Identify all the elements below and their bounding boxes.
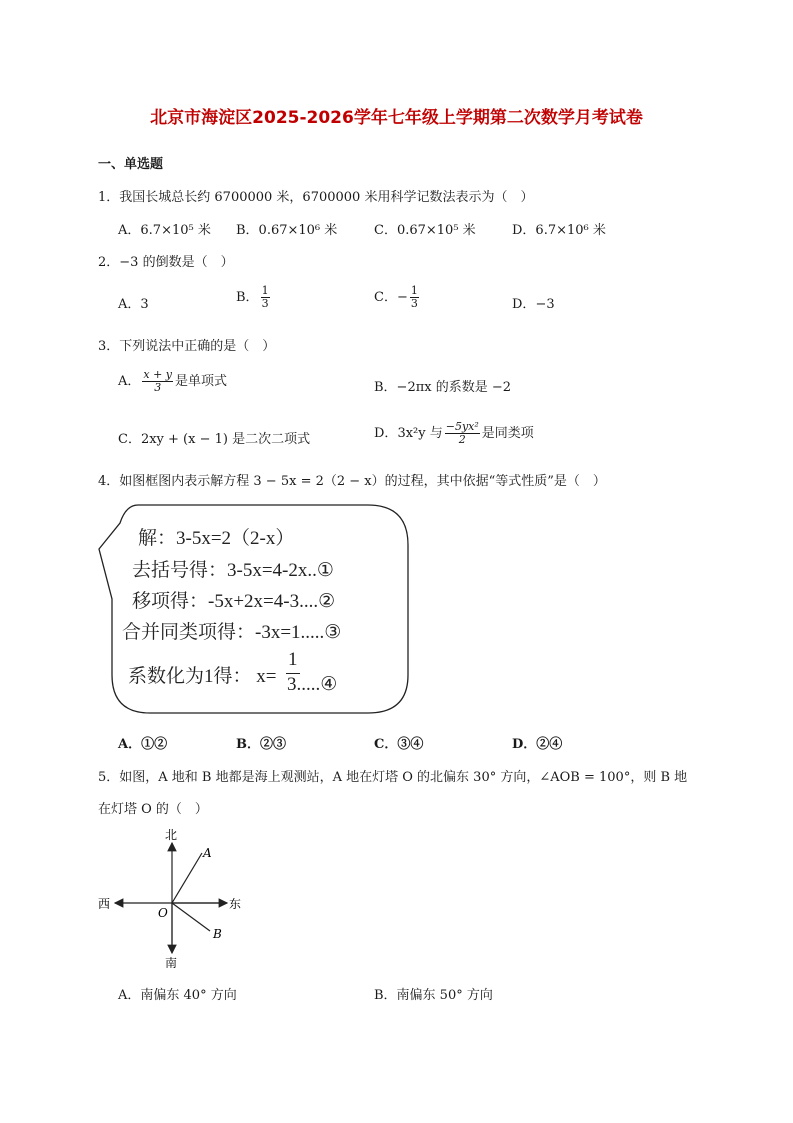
question-3-option-b[interactable]: B．−2πx 的系数是 −2 (374, 380, 512, 395)
option-value: −3 (535, 297, 555, 312)
question-1-option-b[interactable]: B．0.67×10⁶ 米 (236, 223, 338, 238)
option-label: D． (512, 297, 536, 312)
question-5-option-b[interactable]: B．南偏东 50° 方向 (374, 988, 493, 1003)
question-5-stem-line-1: 5．如图，A 地和 B 地都是海上观测站，A 地在灯塔 O 的北偏东 30° 方向，∠AOB = 100°，则 B 地 (98, 770, 688, 785)
option-value: 3 (140, 297, 149, 312)
ray-oa (172, 853, 202, 903)
denominator: 3 (261, 297, 269, 310)
ray-ob (172, 903, 210, 931)
question-5-option-a[interactable]: A．南偏东 40° 方向 (118, 988, 237, 1003)
compass-diagram (95, 825, 255, 970)
question-5-stem-line-2: 在灯塔 O 的（ ） (98, 802, 208, 817)
solution-line-5-denominator: 3.....④ (287, 674, 338, 695)
question-4-option-b[interactable]: B．②③ (236, 737, 286, 752)
question-3-option-a[interactable] (118, 369, 227, 394)
question-1-option-d[interactable]: D．6.7×10⁶ 米 (512, 223, 606, 238)
question-1-option-a[interactable]: A．6.7×10⁵ 米 (118, 223, 211, 238)
question-2-option-d[interactable] (512, 293, 555, 312)
option-label: D． (374, 426, 398, 441)
minus-sign: − (396, 290, 408, 305)
question-3-option-d[interactable] (374, 421, 534, 446)
fraction (410, 285, 419, 310)
denominator: 2 (458, 433, 466, 446)
question-4-option-a[interactable]: A．①② (118, 737, 168, 752)
option-tail: 是同类项 (481, 426, 534, 441)
numerator: −5yx² (445, 420, 479, 433)
solution-line-5-numerator: 1 (288, 649, 298, 670)
point-a-label: A (203, 846, 212, 860)
option-label: A． (118, 374, 141, 389)
question-1-option-c[interactable]: C．0.67×10⁵ 米 (374, 223, 476, 238)
numerator: 1 (410, 284, 418, 297)
solution-line-2: 去括号得：3-5x=4-2x..① (132, 560, 334, 581)
east-label: 东 (229, 897, 242, 911)
question-2-option-b[interactable] (236, 285, 272, 310)
west-label: 西 (98, 897, 111, 911)
point-b-label: B (213, 927, 222, 941)
speech-bubble-figure (98, 503, 410, 715)
option-tail: 是单项式 (175, 374, 228, 389)
denominator: 3 (410, 297, 418, 310)
option-label: C． (374, 290, 397, 305)
option-label: B． (236, 290, 259, 305)
point-o-label: O (158, 906, 168, 920)
question-4-stem: 4．如图框图内表示解方程 3 − 5x = 2（2 − x）的过程，其中依据“等式性质”是（ ） (98, 474, 606, 489)
fraction (445, 421, 480, 446)
numerator: x + y (143, 368, 173, 381)
solution-line-4: 合并同类项得：-3x=1.....③ (122, 622, 342, 643)
question-4-option-d[interactable]: D．②④ (512, 737, 563, 752)
solution-line-1: 解：3-5x=2（2-x） (138, 528, 295, 549)
solution-line-5: 系数化为1得： x= (128, 666, 277, 687)
question-1-stem: 1．我国长城总长约 6700000 米，6700000 米用科学记数法表示为（ ） (98, 190, 534, 205)
question-4-option-c[interactable]: C．③④ (374, 737, 424, 752)
question-2-option-a[interactable] (118, 293, 149, 312)
numerator: 1 (261, 284, 269, 297)
fraction (142, 369, 173, 394)
option-label: A． (118, 297, 141, 312)
option-term: 3x²y 与 (397, 426, 443, 441)
question-3-option-c[interactable]: C．2xy + (x − 1) 是二次二项式 (118, 432, 311, 447)
denominator: 3 (154, 381, 162, 394)
north-label: 北 (165, 828, 178, 842)
page-title: 北京市海淀区2025-2026学年七年级上学期第二次数学月考试卷 (150, 108, 643, 128)
solution-line-3: 移项得：-5x+2x=4-3....② (132, 591, 336, 612)
question-2-stem: 2．−3 的倒数是（ ） (98, 255, 234, 270)
section-heading: 一、单选题 (98, 157, 164, 172)
question-2-option-c[interactable] (374, 285, 421, 310)
south-label: 南 (165, 956, 178, 970)
fraction (261, 285, 270, 310)
question-3-stem: 3．下列说法中正确的是（ ） (98, 339, 276, 354)
